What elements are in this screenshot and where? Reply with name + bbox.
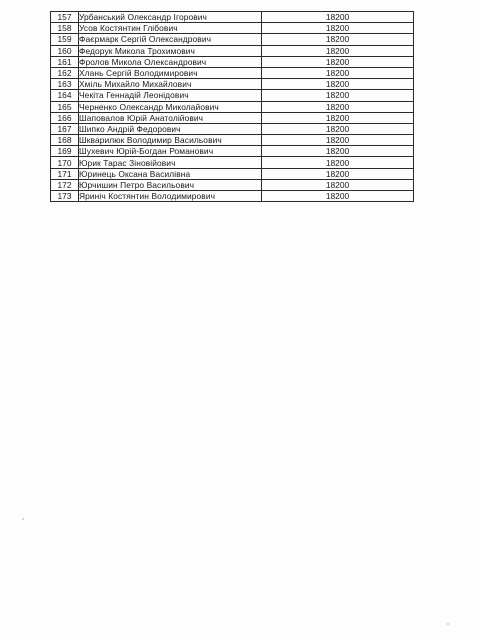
payment-table xyxy=(50,11,414,202)
amount: 18200 xyxy=(262,157,414,168)
row-number: 161 xyxy=(51,56,79,67)
table-row xyxy=(51,168,414,179)
scan-speck xyxy=(447,623,449,625)
full-name: Юрик Тарас Зіновійович xyxy=(79,157,262,168)
amount: 18200 xyxy=(262,191,414,202)
full-name: Шаповалов Юрій Анатолійович xyxy=(79,112,262,123)
table-row xyxy=(51,90,414,101)
payment-table-body xyxy=(51,12,414,202)
full-name: Шипко Андрій Федорович xyxy=(79,123,262,134)
full-name: Шкварилюк Володимир Васильович xyxy=(79,135,262,146)
table-row xyxy=(51,79,414,90)
table-row xyxy=(51,191,414,202)
amount: 18200 xyxy=(262,34,414,45)
amount: 18200 xyxy=(262,67,414,78)
scan-speck xyxy=(22,518,24,520)
table-row xyxy=(51,101,414,112)
amount: 18200 xyxy=(262,90,414,101)
row-number: 159 xyxy=(51,34,79,45)
table-row xyxy=(51,12,414,23)
row-number: 171 xyxy=(51,168,79,179)
full-name: Фролов Микола Олександрович xyxy=(79,56,262,67)
full-name: Урбанський Олександр Ігорович xyxy=(79,12,262,23)
amount: 18200 xyxy=(262,12,414,23)
full-name: Федорук Микола Трохимович xyxy=(79,45,262,56)
row-number: 157 xyxy=(51,12,79,23)
table-row xyxy=(51,112,414,123)
table-row xyxy=(51,23,414,34)
table-row xyxy=(51,157,414,168)
amount: 18200 xyxy=(262,112,414,123)
table-row xyxy=(51,146,414,157)
amount: 18200 xyxy=(262,56,414,67)
row-number: 167 xyxy=(51,123,79,134)
full-name: Юринець Оксана Василівна xyxy=(79,168,262,179)
amount: 18200 xyxy=(262,101,414,112)
amount: 18200 xyxy=(262,23,414,34)
table-row xyxy=(51,123,414,134)
row-number: 164 xyxy=(51,90,79,101)
amount: 18200 xyxy=(262,79,414,90)
amount: 18200 xyxy=(262,146,414,157)
full-name: Усов Костянтин Глібович xyxy=(79,23,262,34)
row-number: 169 xyxy=(51,146,79,157)
full-name: Шухевич Юрій-Богдан Романович xyxy=(79,146,262,157)
amount: 18200 xyxy=(262,135,414,146)
row-number: 173 xyxy=(51,191,79,202)
full-name: Хміль Михайло Михайлович xyxy=(79,79,262,90)
full-name: Черненко Олександр Миколайович xyxy=(79,101,262,112)
table-row xyxy=(51,56,414,67)
table-row xyxy=(51,67,414,78)
row-number: 162 xyxy=(51,67,79,78)
table-row xyxy=(51,135,414,146)
row-number: 172 xyxy=(51,179,79,190)
row-number: 166 xyxy=(51,112,79,123)
amount: 18200 xyxy=(262,168,414,179)
row-number: 165 xyxy=(51,101,79,112)
row-number: 160 xyxy=(51,45,79,56)
row-number: 163 xyxy=(51,79,79,90)
full-name: Фаєрмарк Сергій Олександрович xyxy=(79,34,262,45)
table-row xyxy=(51,34,414,45)
full-name: Хлань Сергій Володимирович xyxy=(79,67,262,78)
full-name: Яриніч Костянтин Володимирович xyxy=(79,191,262,202)
full-name: Чекіта Геннадій Леонідович xyxy=(79,90,262,101)
table-row xyxy=(51,45,414,56)
table-row xyxy=(51,179,414,190)
amount: 18200 xyxy=(262,179,414,190)
row-number: 158 xyxy=(51,23,79,34)
amount: 18200 xyxy=(262,45,414,56)
row-number: 170 xyxy=(51,157,79,168)
row-number: 168 xyxy=(51,135,79,146)
full-name: Юрчишин Петро Васильович xyxy=(79,179,262,190)
amount: 18200 xyxy=(262,123,414,134)
